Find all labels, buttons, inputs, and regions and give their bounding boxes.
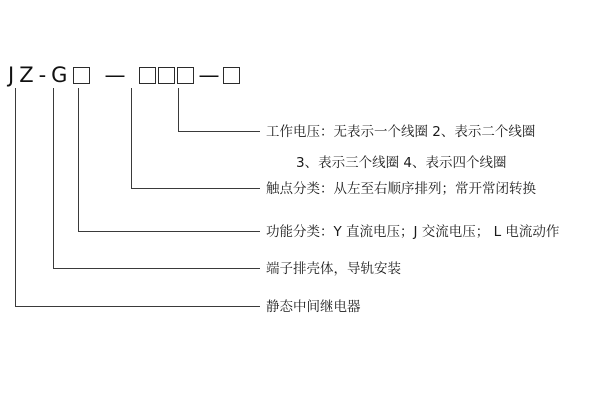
leader-vline-contact: [131, 88, 132, 188]
label-function-classification: 功能分类：Y 直流电压；J 交流电压； L 电流动作: [266, 224, 560, 240]
label-product-name: 静态中间继电器: [266, 299, 361, 315]
label-terminal-housing: 端子排壳体，导轨安装: [266, 261, 401, 277]
leader-vline-voltage: [178, 88, 179, 131]
model-code-row: [8, 62, 241, 88]
leader-hline-terminal: [53, 268, 260, 269]
code-box-function: [73, 67, 90, 84]
code-box-voltage: [223, 67, 240, 84]
leader-vline-function: [78, 88, 79, 231]
label-contact-classification: 触点分类：从左至右顺序排列；常开常闭转换: [266, 181, 536, 197]
leader-hline-contact: [131, 188, 260, 189]
code-hyphen: -: [38, 63, 47, 87]
label-working-voltage-line1: 工作电压：无表示一个线圈 2、表示二个线圈: [266, 124, 536, 140]
code-letter-g: G: [51, 63, 68, 87]
code-box-contact-3: [177, 67, 194, 84]
leader-hline-function: [78, 231, 260, 232]
leader-vline-product: [15, 88, 16, 306]
code-letter-j: J: [8, 63, 15, 87]
leader-vline-terminal: [53, 88, 54, 268]
leader-hline-voltage: [178, 131, 260, 132]
code-dash-2: —: [198, 63, 220, 87]
leader-hline-product: [15, 306, 260, 307]
code-dash-1: —: [104, 63, 126, 87]
code-box-contact-1: [139, 67, 156, 84]
code-letter-z: Z: [19, 63, 34, 87]
code-box-contact-2: [158, 67, 175, 84]
label-working-voltage-line2: 3、表示三个线圈 4、表示四个线圈: [296, 155, 507, 171]
